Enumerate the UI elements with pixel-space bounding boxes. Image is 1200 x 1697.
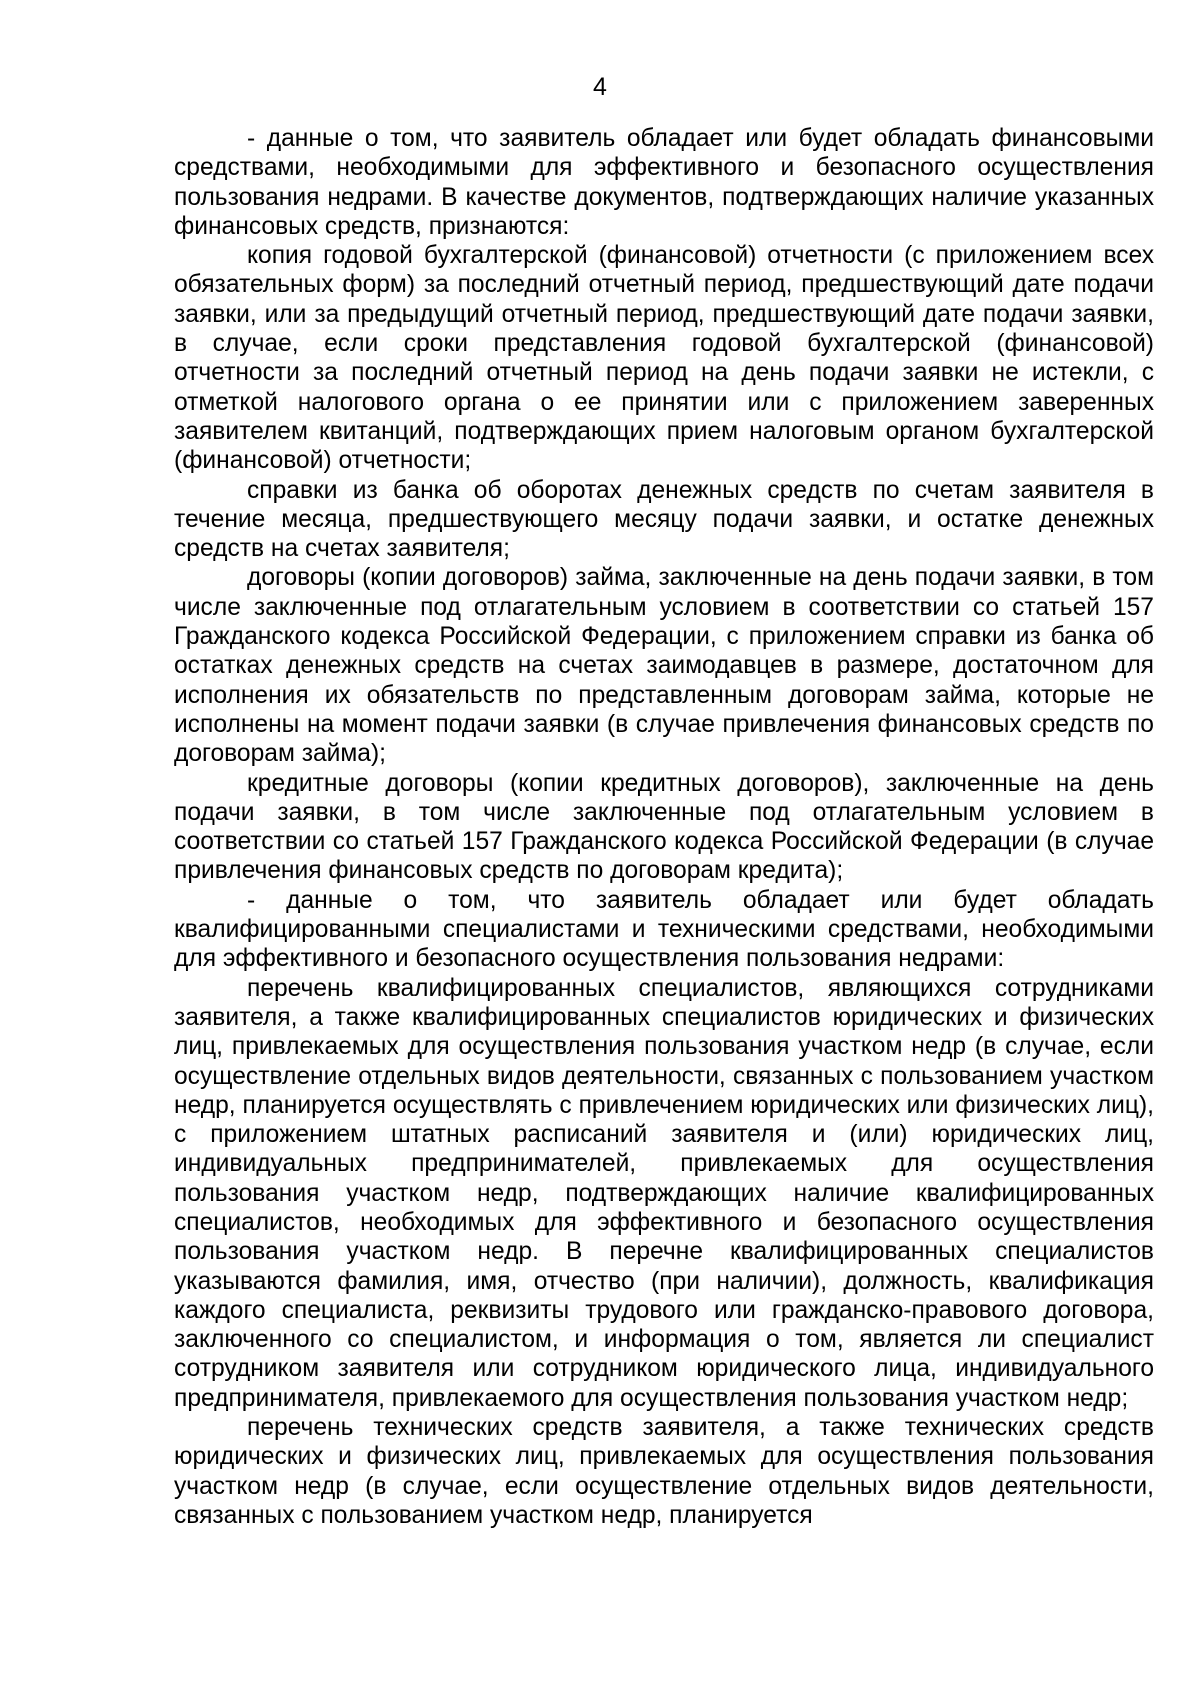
paragraph-credit-agreements: кредитные договоры (копии кредитных договоров), заключенные на день подачи заявки, в том числе заключенные под отлагательным условием в соответствии со статьей 157 Гражданского кодекса Российской Федерации (в случае привлечения финансовых средств по договорам кредита); bbox=[174, 769, 1154, 885]
paragraph-bank-statements: справки из банка об оборотах денежных средств по счетам заявителя в течение месяца, предшествующего месяцу подачи заявки, и остатке денежных средств на счетах заявителя; bbox=[174, 476, 1154, 563]
paragraph-financial-means: - данные о том, что заявитель обладает или будет обладать финансовыми средствами, необходимыми для эффективного и безопасного осуществления пользования недрами. В качестве документов, подтверждающих наличие указанных финансовых средств, признаются: bbox=[174, 125, 1154, 240]
paragraph-technical-means-list: перечень технических средств заявителя, а также технических средств юридических и физических лиц, привлекаемых для осуществления пользования участком недр (в случае, если осуществление отдельных видов деятельности, связанных с пользованием участком недр, планируется bbox=[174, 1414, 1154, 1529]
page-number: 4 bbox=[593, 73, 607, 101]
paragraph-annual-accounting-copy: копия годовой бухгалтерской (финансовой) отчетности (с приложением всех обязательных форм) за последний отчетный период, предшествующий дате подачи заявки, или за предыдущий отчетный период, предшествующий дате подачи заявки, в случае, если сроки представления годовой бухгалтерской (финансовой) отчетности за последний отчетный период на день подачи заявки не истекли, с отметкой налогового органа о ее принятии или с приложением заверенных заявителем квитанций, подтверждающих прием налоговым органом бухгалтерской (финансовой) отчетности; bbox=[174, 242, 1154, 475]
paragraph-loan-agreements: договоры (копии договоров) займа, заключенные на день подачи заявки, в том числе заключенные под отлагательным условием в соответствии со статьей 157 Гражданского кодекса Российской Федерации, с приложением справки из банка об остатках денежных средств на счетах заимодавцев в размере, достаточном для исполнения их обязательств по представленным договорам займа, которые не исполнены на момент подачи заявки (в случае привлечения финансовых средств по договорам займа); bbox=[174, 564, 1154, 768]
paragraph-specialists-list: перечень квалифицированных специалистов, являющихся сотрудниками заявителя, а также квалифицированных специалистов юридических и физических лиц, привлекаемых для осуществления пользования участком недр (в случае, если осуществление отдельных видов деятельности, связанных с пользованием участком недр, планируется осуществлять с привлечением юридических или физических лиц), с приложением штатных расписаний заявителя и (или) юридических лиц, индивидуальных предпринимателей, привлекаемых для осуществления пользования участком недр, подтверждающих наличие квалифицированных специалистов, необходимых для эффективного и безопасного осуществления пользования участком недр. В перечне квалифицированных специалистов указываются фамилия, имя, отчество (при наличии), должность, квалификация каждого специалиста, реквизиты трудового или гражданско-правового договора, заключенного со специалистом, и информация о том, является ли специалист сотрудником заявителя или сотрудником юридического лица, индивидуального предпринимателя, привлекаемого для осуществления пользования участком недр; bbox=[174, 974, 1154, 1412]
paragraph-qualified-specialists-data: - данные о том, что заявитель обладает или будет обладать квалифицированными специалистами и техническими средствами, необходимыми для эффективного и безопасного осуществления пользования недрами: bbox=[174, 886, 1154, 973]
document-body bbox=[174, 124, 1154, 1530]
